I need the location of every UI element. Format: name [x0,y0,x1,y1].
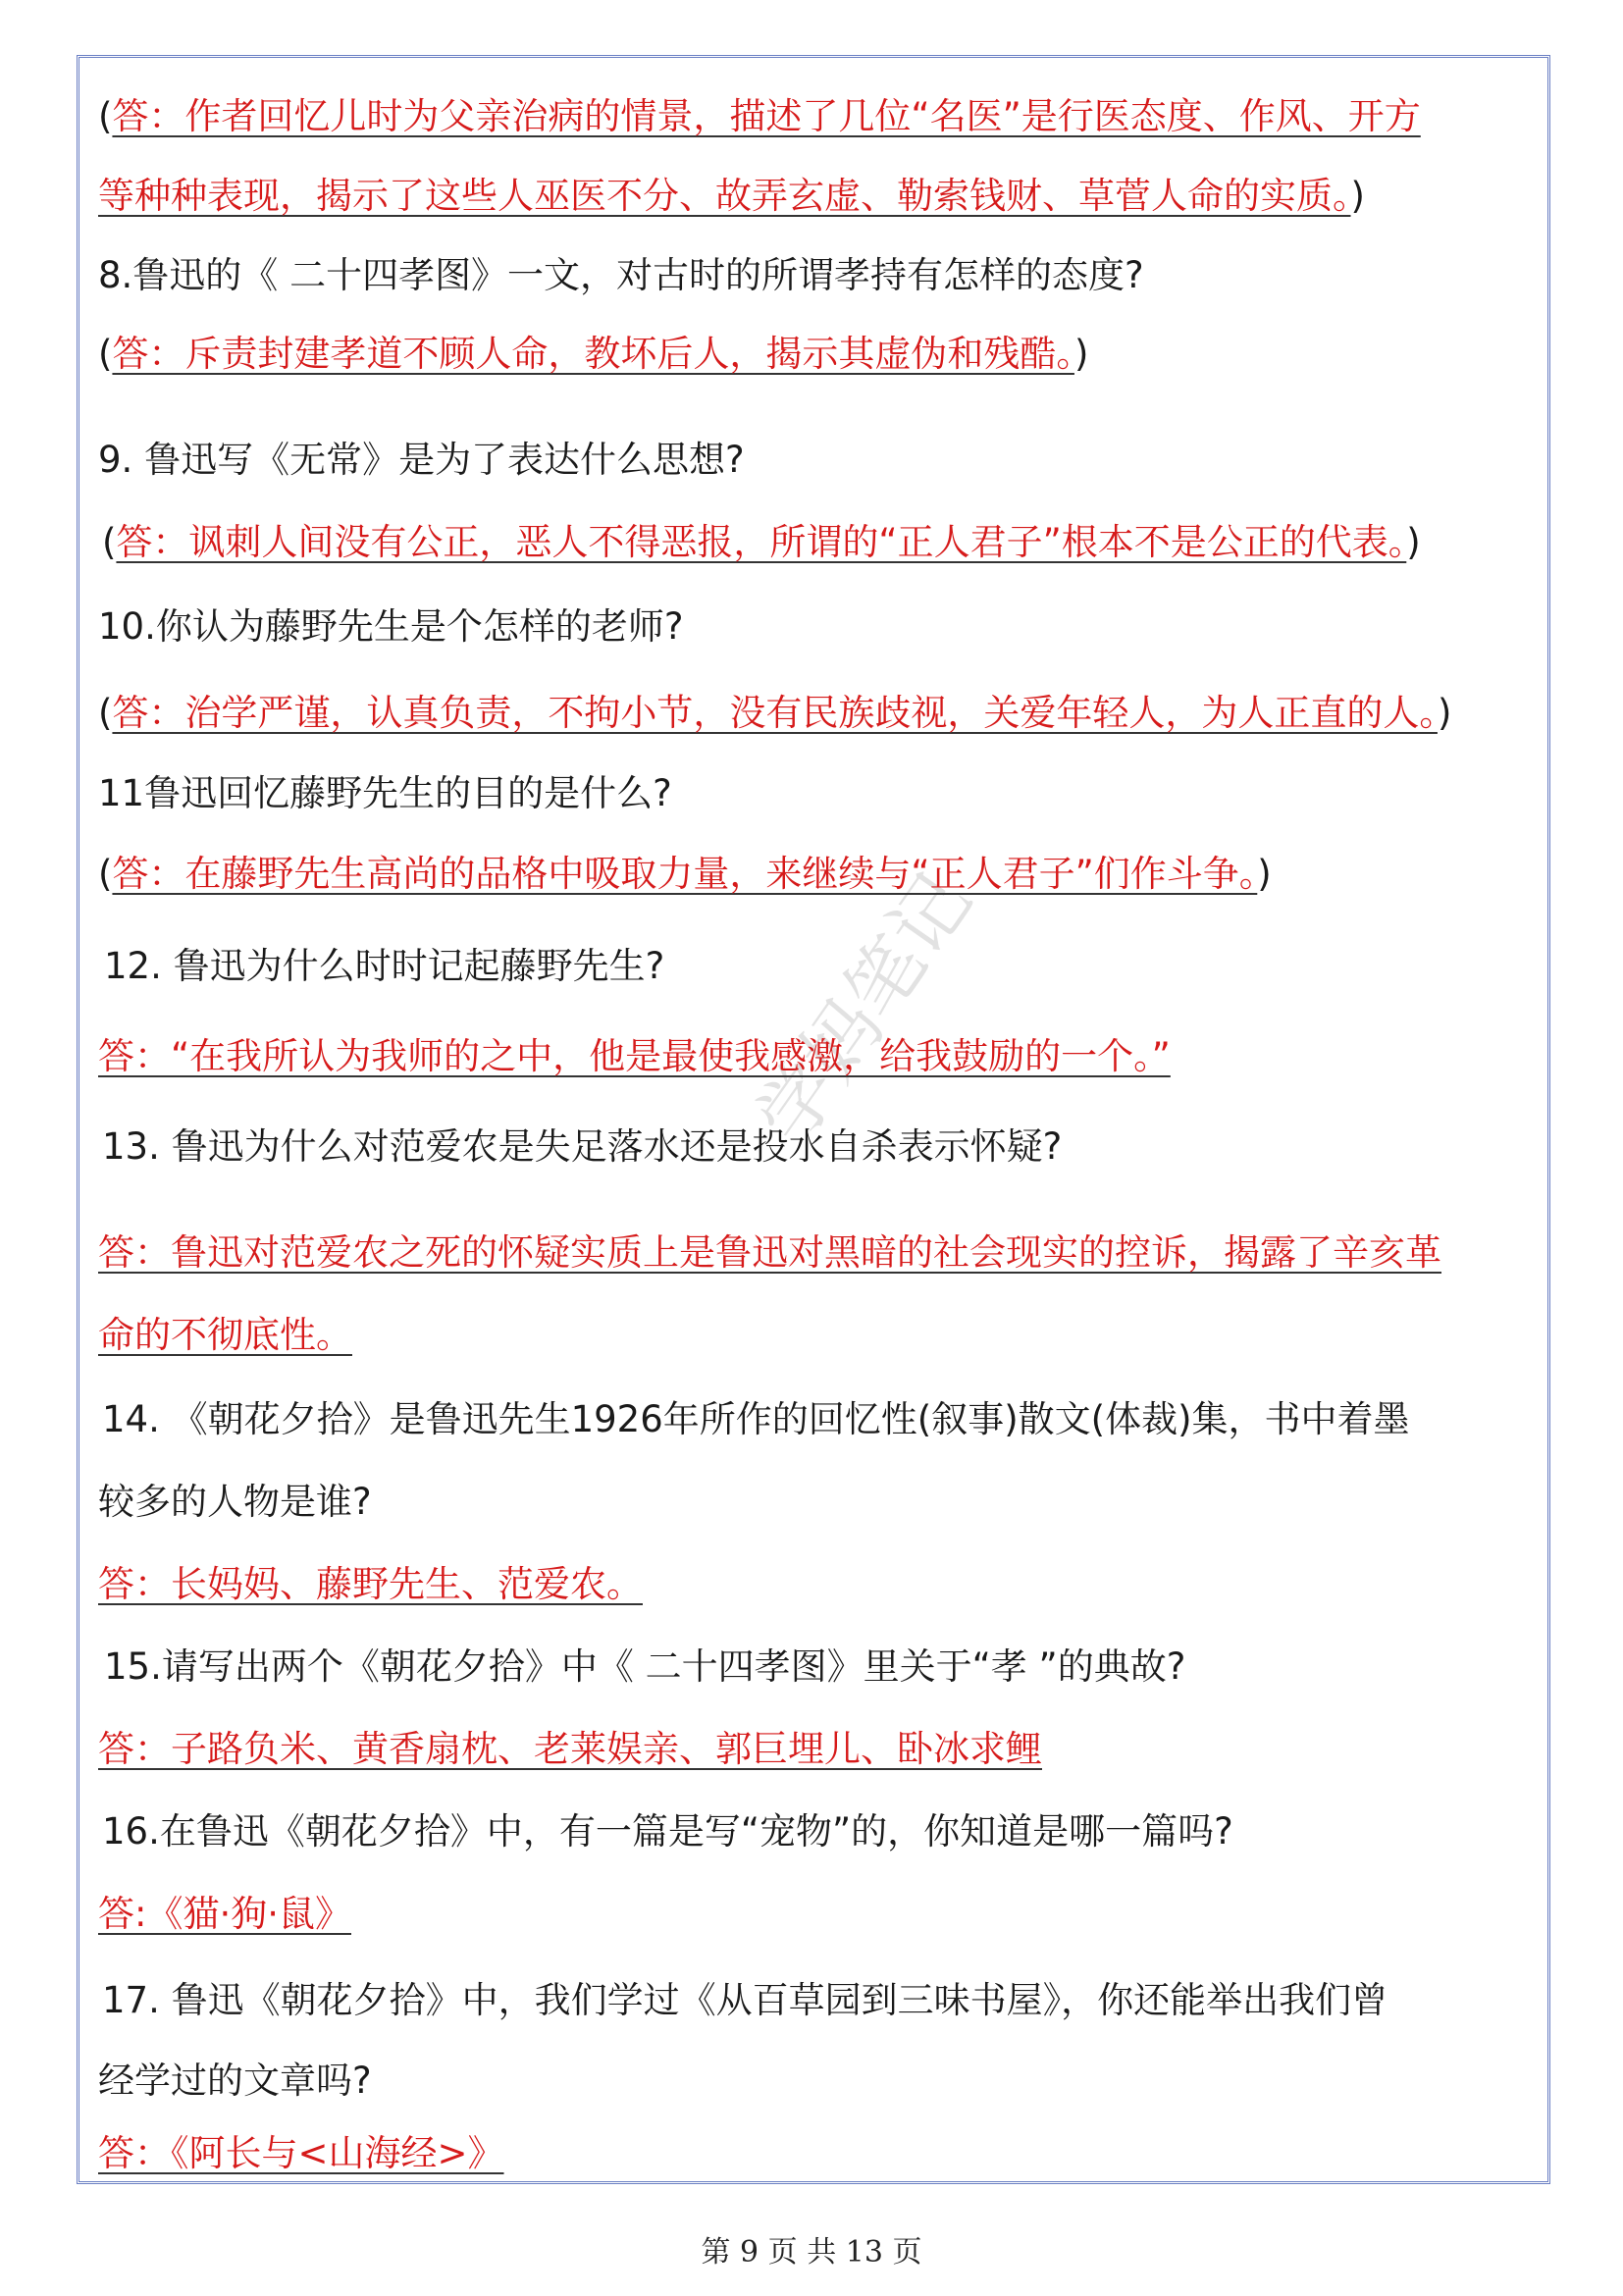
q13-question: 13. 鲁迅为什么对范爱农是失足落水还是投水自杀表示怀疑? [102,1125,1063,1168]
q14-answer: 答：长妈妈、藤野先生、范爱农。 [98,1563,643,1605]
q17-question-line1: 17. 鲁迅《朝花夕拾》中，我们学过《从百草园到三味书屋》，你还能举出我们曾 [102,1979,1388,2021]
q9-question: 9. 鲁迅写《无常》是为了表达什么思想? [98,439,745,481]
q13-answer-line2: 命的不彻底性。 [98,1314,352,1356]
q15-answer: 答：子路负米、黄香扇枕、老莱娱亲、郭巨埋儿、卧冰求鲤 [98,1728,1042,1770]
q10-question: 10.你认为藤野先生是个怎样的老师? [98,605,684,648]
q10-answer: (答：治学严谨，认真负责，不拘小节，没有民族歧视，关爱年轻人，为人正直的人。) [98,692,1452,734]
q12-answer: 答：“在我所认为我师的之中，他是最使我感激，给我鼓励的一个。” [98,1035,1171,1077]
q11-answer: (答：在藤野先生高尚的品格中吸取力量，来继续与“正人君子”们作斗争。) [98,853,1272,895]
page-footer: 第 9 页 共 13 页 [701,2235,922,2270]
q17-answer: 答：《阿长与<山海经>》 [98,2132,504,2174]
q8-answer: (答：斥责封建孝道不顾人命，教坏后人，揭示其虚伪和残酷。) [98,333,1089,375]
watermark: 学妈笔记 [740,858,989,1160]
q14-question-line2: 较多的人物是谁? [98,1481,372,1523]
q16-question: 16.在鲁迅《朝花夕拾》中，有一篇是写“宠物”的，你知道是哪一篇吗? [102,1810,1233,1852]
q11-question: 11鲁迅回忆藤野先生的目的是什么? [98,772,672,814]
q16-answer: 答:《猫·狗·鼠》 [98,1893,351,1935]
q7-answer-line2: 等种种表现，揭示了这些人巫医不分、故弄玄虚、勒索钱财、草菅人命的实质。) [98,175,1365,217]
q13-answer-line1: 答：鲁迅对范爱农之死的怀疑实质上是鲁迅对黑暗的社会现实的控诉，揭露了辛亥革 [98,1231,1441,1274]
q14-question-line1: 14. 《朝花夕拾》是鲁迅先生1926年所作的回忆性(叙事)散文(体裁)集，书中着墨 [102,1398,1410,1440]
q17-question-line2: 经学过的文章吗? [98,2060,372,2102]
q9-answer: (答：讽刺人间没有公正，恶人不得恶报，所谓的“正人君子”根本不是公正的代表。) [102,521,1421,563]
q7-answer-line1: (答：作者回忆儿时为父亲治病的情景，描述了几位“名医”是行医态度、作风、开方 [98,95,1421,137]
q15-question: 15.请写出两个《朝花夕拾》中《 二十四孝图》里关于“孝 ”的典故? [104,1645,1186,1688]
q8-question: 8.鲁迅的《 二十四孝图》一文，对古时的所谓孝持有怎样的态度? [98,254,1144,296]
q12-question: 12. 鲁迅为什么时时记起藤野先生? [104,945,665,987]
